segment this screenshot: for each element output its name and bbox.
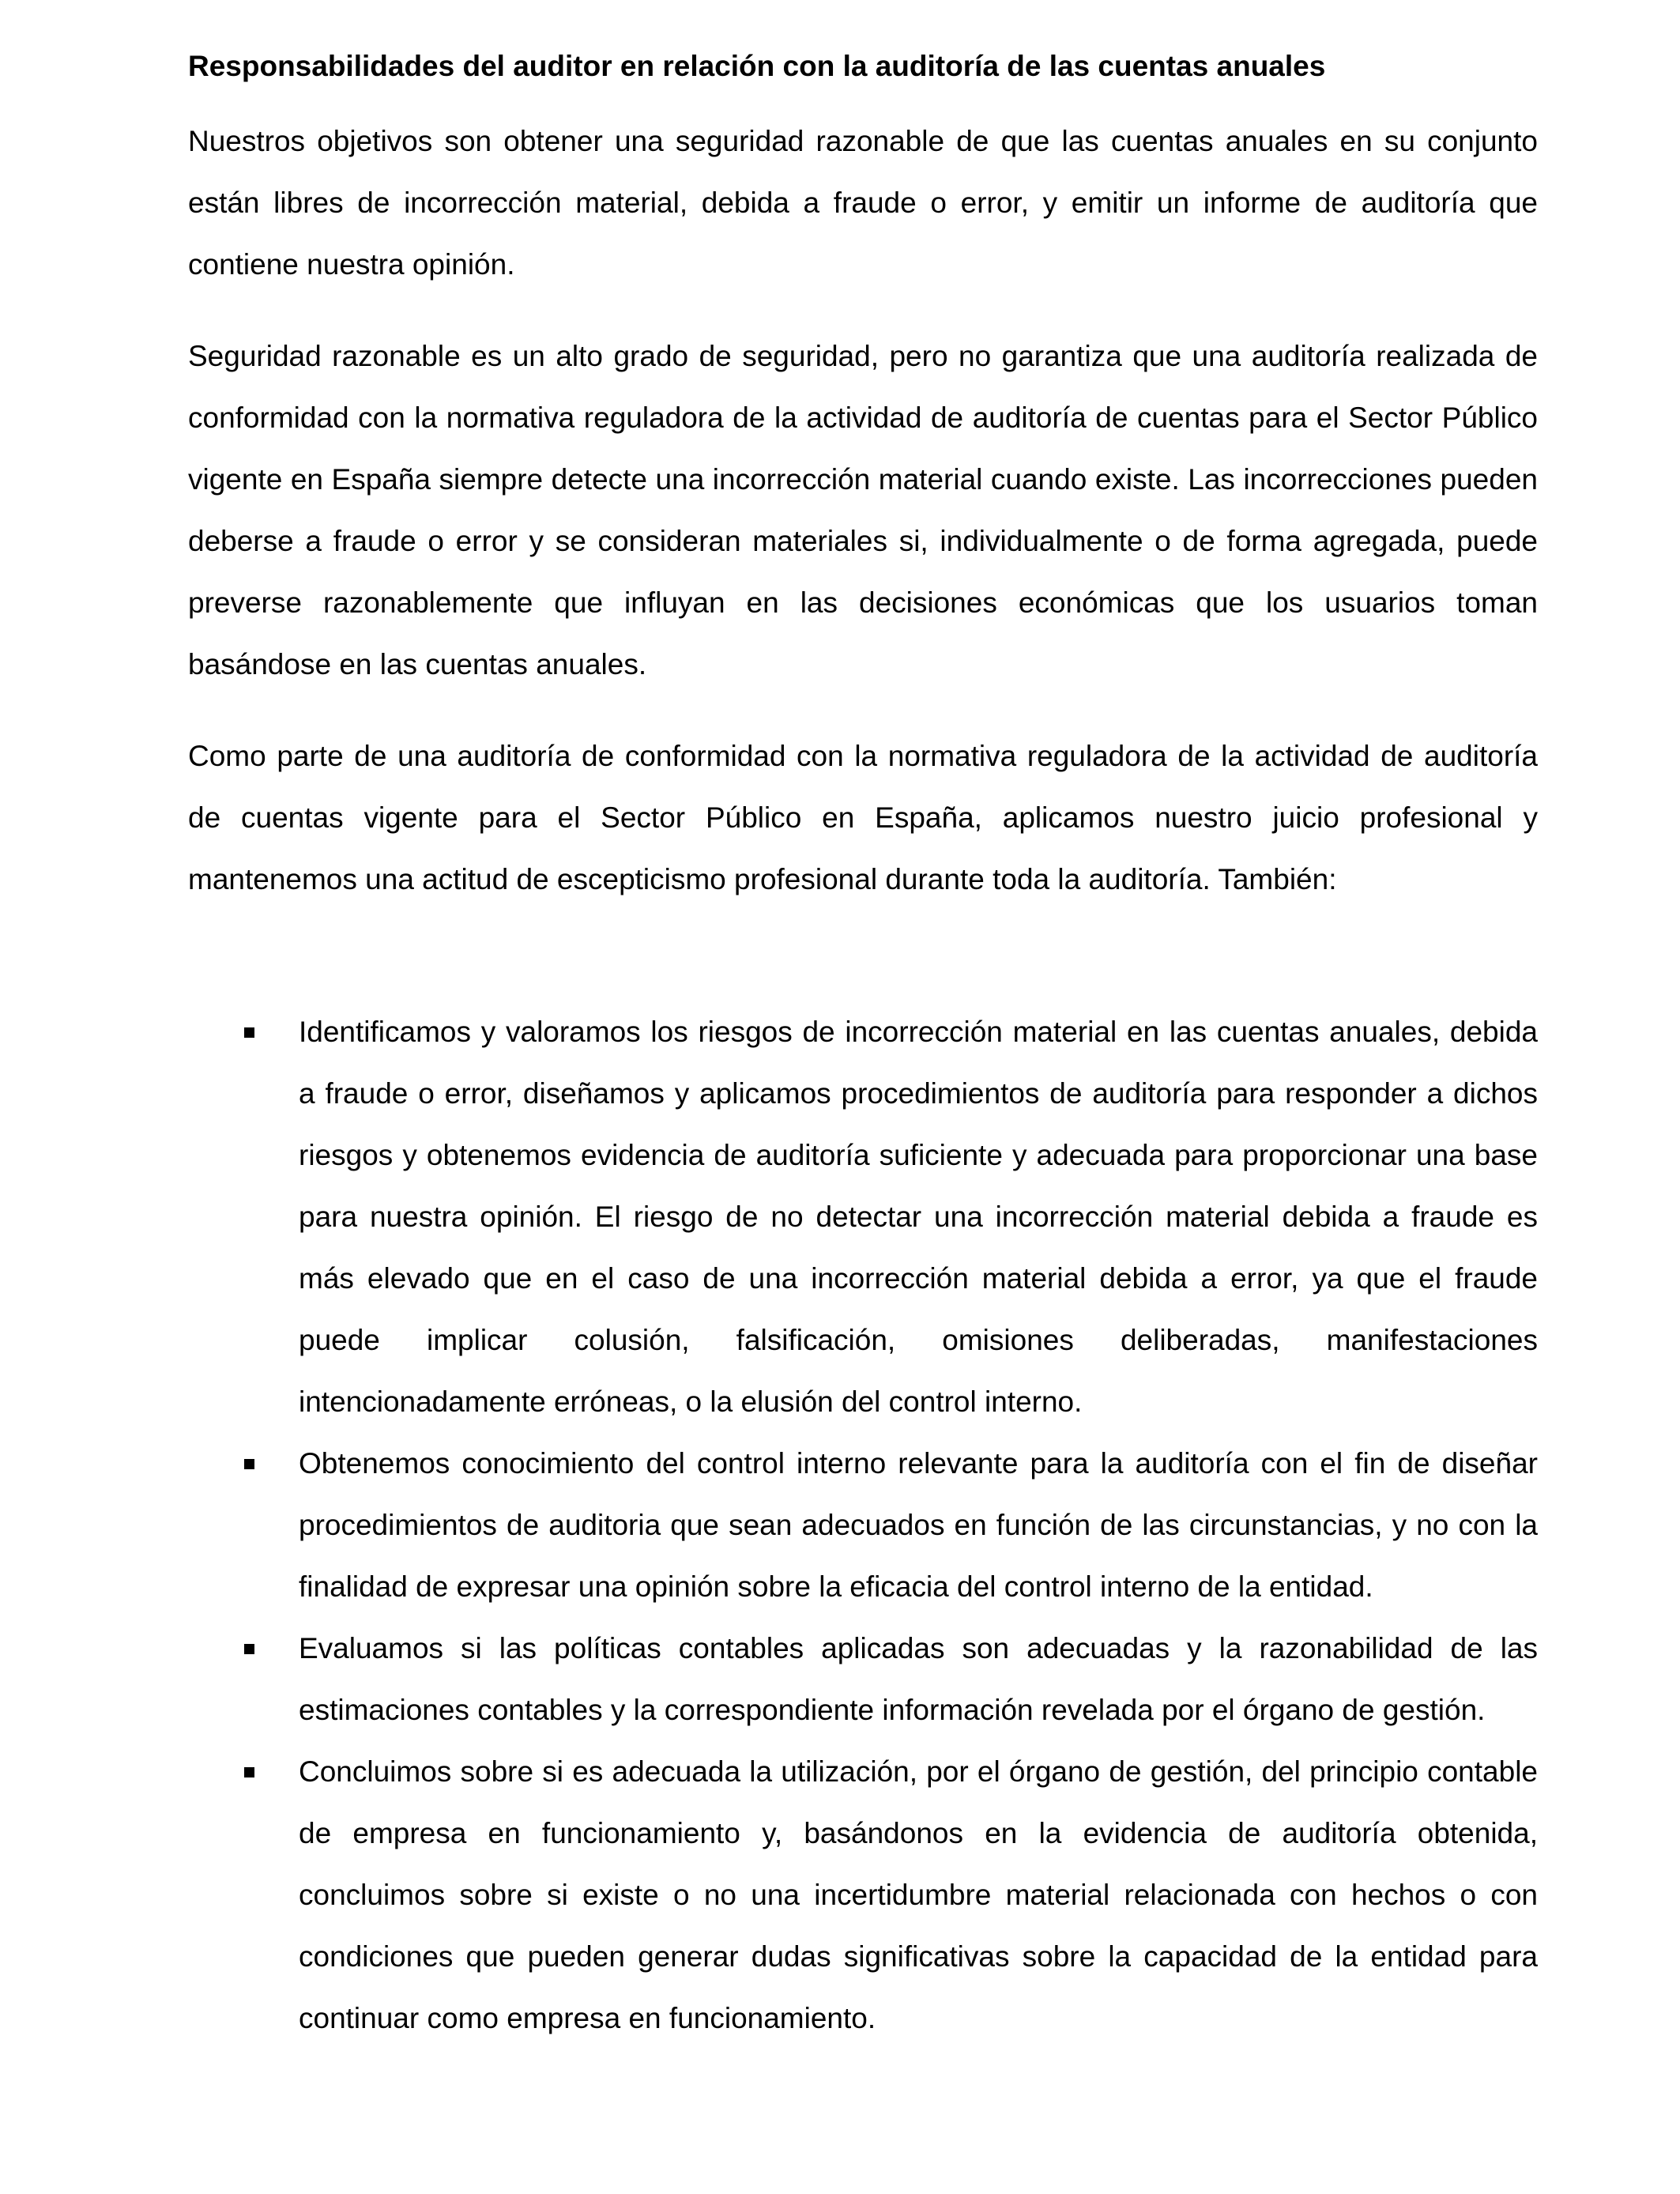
- list-item: [188, 1618, 1538, 1741]
- list-item: [188, 1001, 1538, 1433]
- list-item: [188, 1433, 1538, 1618]
- list-item-text: Obtenemos conocimiento del control interno relevante para la auditoría con el fin de diseñar procedimientos de auditoria que sean adecuados en función de las circunstancias, y no con la finalidad de expresar una opinión sobre la eficacia del control interno de la entidad.: [299, 1447, 1538, 1603]
- paragraph-objectives: Nuestros objetivos son obtener una seguridad razonable de que las cuentas anuales en su conjunto están libres de incorrección material, debida a fraude o error, y emitir un informe de auditoría que contiene nuestra opinión.: [188, 125, 1538, 281]
- square-bullet-icon: [244, 1767, 254, 1777]
- square-bullet-icon: [244, 1459, 254, 1469]
- paragraph-professional-judgment: Como parte de una auditoría de conformidad con la normativa reguladora de la actividad de auditoría de cuentas vigente para el Sector Público en España, aplicamos nuestro juicio profesional y mantenemos una actitud de escepticismo profesional durante toda la auditoría. También:: [188, 740, 1538, 895]
- paragraph-reasonable-assurance: Seguridad razonable es un alto grado de seguridad, pero no garantiza que una auditoría realizada de conformidad con la normativa reguladora de la actividad de auditoría de cuentas para el Sector Público vigente en España siempre detecte una incorrección material cuando existe. Las incorrecciones pueden deberse a fraude o error y se consideran materiales si, individualmente o de forma agregada, puede preverse razonablemente que influyan en las decisiones económicas que los usuarios toman basándose en las cuentas anuales.: [188, 340, 1538, 680]
- square-bullet-icon: [244, 1644, 254, 1654]
- square-bullet-icon: [244, 1027, 254, 1038]
- list-item: [188, 1741, 1538, 2049]
- responsibilities-list: [188, 1001, 1538, 2049]
- list-item-text: Concluimos sobre si es adecuada la utilización, por el órgano de gestión, del principio contable de empresa en funcionamiento y, basándonos en la evidencia de auditoría obtenida, concluimos sobre si existe o no una incertidumbre material relacionada con hechos o con condiciones que pueden generar dudas significativas sobre la capacidad de la entidad para continuar como empresa en funcionamiento.: [299, 1755, 1538, 2034]
- list-item-text: Evaluamos si las políticas contables aplicadas son adecuadas y la razonabilidad de las estimaciones contables y la correspondiente información revelada por el órgano de gestión.: [299, 1632, 1538, 1726]
- document-body: [188, 38, 1538, 2049]
- list-item-text: Identificamos y valoramos los riesgos de incorrección material en las cuentas anuales, debida a fraude o error, diseñamos y aplicamos procedimientos de auditoría para responder a dichos riesgos y obtenemos evidencia de auditoría suficiente y adecuada para proporcionar una base para nuestra opinión. El riesgo de no detectar una incorrección material debida a fraude es más elevado que en el caso de una incorrección material debida a error, ya que el fraude puede implicar colusión, falsificación, omisiones deliberadas, manifestaciones intencionadamente erróneas, o la elusión del control interno.: [299, 1016, 1538, 1418]
- section-heading: Responsabilidades del auditor en relación con la auditoría de las cuentas anuales: [188, 50, 1326, 82]
